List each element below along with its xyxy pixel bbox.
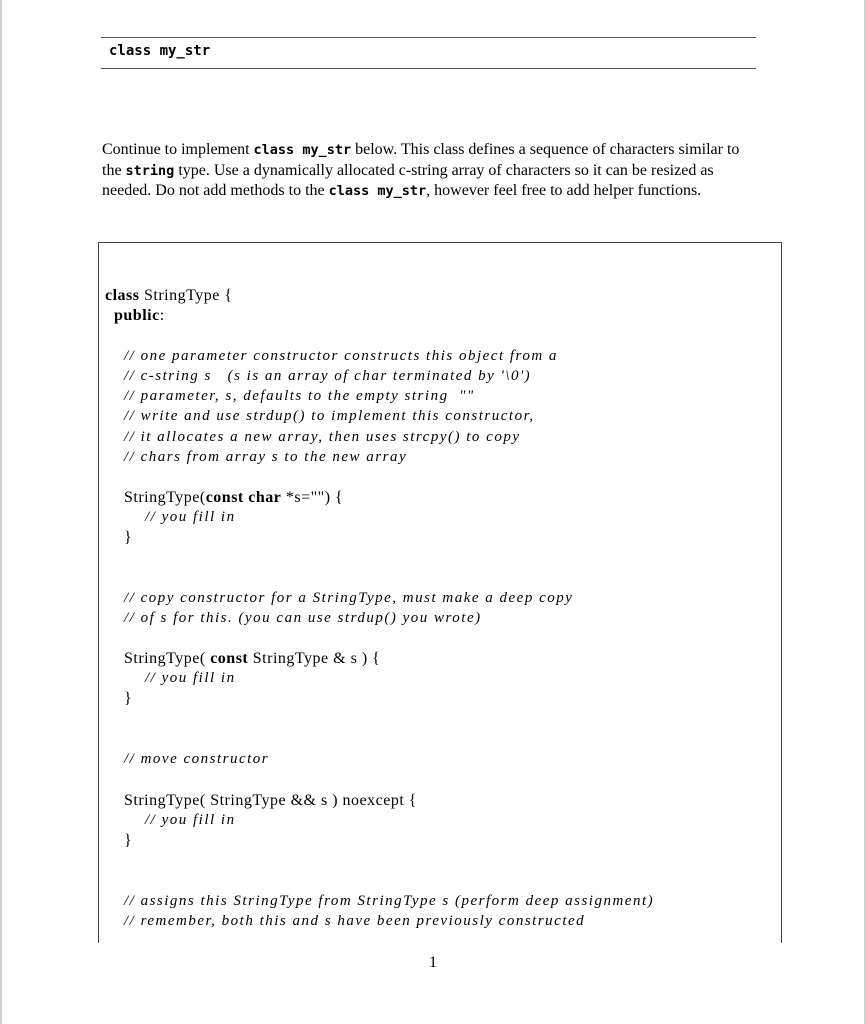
code-comment: // move constructor	[124, 751, 270, 767]
keyword-public: public	[114, 307, 160, 324]
intro-code-class: class my_str	[253, 142, 352, 158]
intro-paragraph	[102, 140, 752, 202]
code-fill-comment: // you fill in	[145, 812, 236, 828]
code-comment: // of s for this. (you can use strdup() you wrote)	[124, 610, 482, 626]
keyword-const: const	[210, 650, 249, 667]
code-ctor-default	[124, 489, 343, 507]
code-comment: // assigns this StringType from StringType s (perform deep assignment)	[124, 893, 655, 909]
intro-code-string: string	[125, 162, 175, 179]
keyword-const: const	[205, 489, 244, 506]
class-decl-rest: StringType {	[139, 287, 233, 304]
code-comment: // parameter, s, defaults to the empty string ""	[124, 388, 475, 404]
code-listing	[98, 242, 782, 943]
page-number: 1	[429, 954, 437, 971]
code-comment: // write and use strdup() to implement this constructor,	[124, 408, 535, 424]
keyword-char: char	[248, 489, 282, 506]
intro-text-4: , however feel free to add helper functions.	[426, 182, 702, 199]
intro-text-1: Continue to implement	[102, 141, 254, 158]
code-close-brace: }	[124, 690, 133, 707]
code-ctor-move: StringType( StringType && s ) noexcept {	[124, 792, 417, 809]
code-class-decl	[105, 287, 233, 305]
page-frame-left	[0, 0, 2, 1024]
ctor1-params: *s="") {	[281, 489, 344, 506]
ctor1-name: StringType(	[124, 489, 206, 506]
intro-code-class-2: class my_str	[328, 183, 427, 199]
intro-text-3: type. Use a dynamically allocated c-string array of characters so it can be resized as needed. Do not add methods to the	[102, 161, 714, 199]
code-public	[114, 307, 165, 325]
ctor2-params: StringType & s ) {	[248, 650, 381, 667]
code-ctor-copy	[124, 650, 380, 668]
code-close-brace: }	[124, 529, 133, 546]
ctor2-name: StringType(	[124, 650, 211, 667]
section-header	[101, 37, 756, 69]
code-comment: // one parameter constructor constructs this object from a	[124, 348, 558, 364]
code-comment: // remember, both this and s have been previously constructed	[124, 913, 586, 929]
keyword-class: class	[105, 287, 140, 304]
code-comment: // copy constructor for a StringType, must make a deep copy	[124, 590, 574, 606]
public-colon: :	[159, 307, 165, 324]
code-fill-comment: // you fill in	[145, 509, 236, 525]
code-fill-comment: // you fill in	[145, 670, 236, 686]
code-comment: // c-string s (s is an array of char terminated by '\0')	[124, 368, 532, 384]
code-comment: // it allocates a new array, then uses strcpy() to copy	[124, 429, 521, 445]
code-comment: // chars from array s to the new array	[124, 449, 408, 465]
code-close-brace: }	[124, 832, 133, 849]
intro-text-2: below. This class defines a sequence of characters similar to the	[102, 141, 740, 179]
section-header-label: class my_str	[109, 43, 211, 59]
